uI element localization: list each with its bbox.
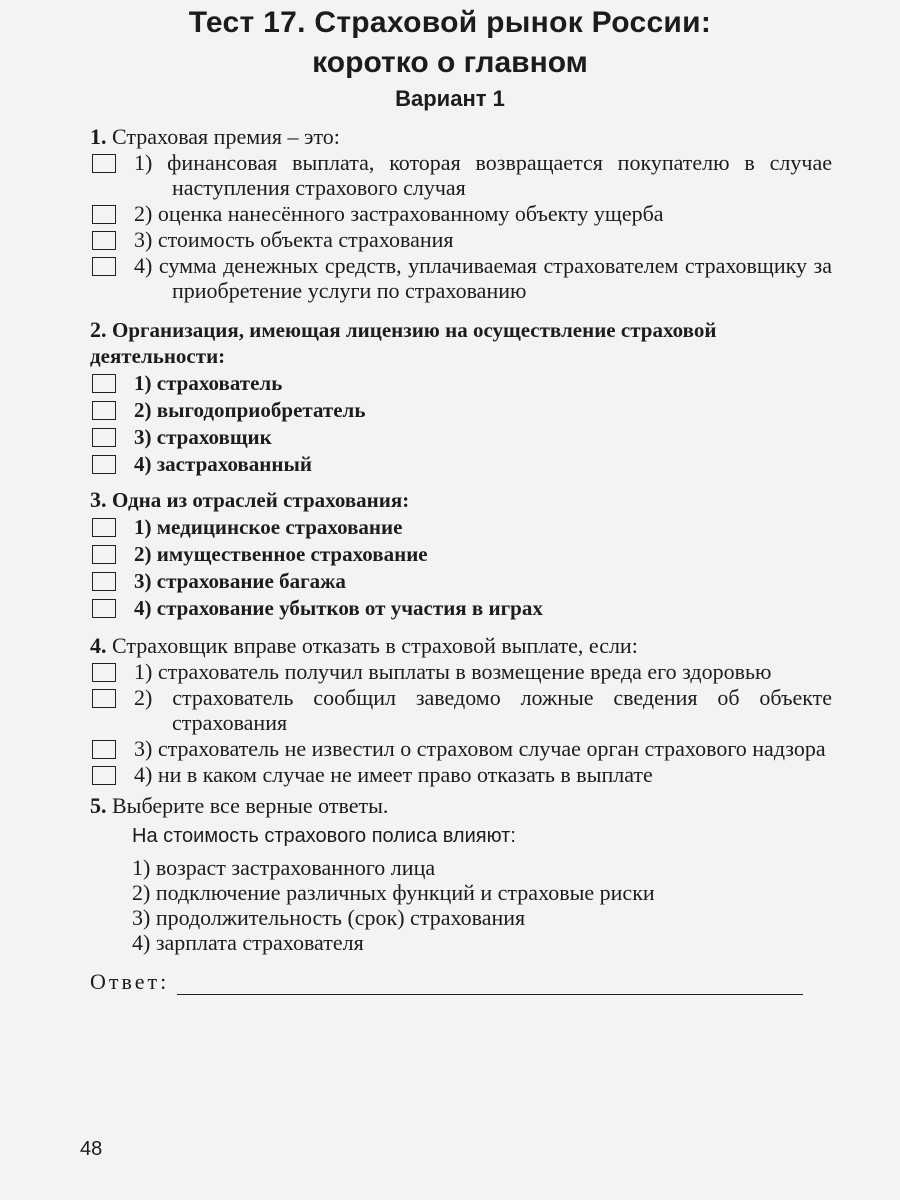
- answer-option-text: 3) страхование багажа: [134, 569, 346, 593]
- answer-checkbox[interactable]: [92, 374, 116, 393]
- question-2: [90, 317, 832, 477]
- test-title: Тест 17. Страховой рынок России:: [188, 6, 712, 39]
- question-number: 4.: [90, 633, 107, 658]
- question-text: Организация, имеющая лицензию на осуществление страховой деятельности:: [90, 318, 717, 368]
- answer-option-text: 1) медицинское страхование: [134, 515, 403, 539]
- answer-checkbox[interactable]: [92, 766, 116, 785]
- answer-option-text: 4) застрахованный: [134, 452, 312, 476]
- answer-checkbox[interactable]: [92, 401, 116, 420]
- answer-option: [90, 541, 832, 567]
- answer-checkbox[interactable]: [92, 455, 116, 474]
- test-content: [90, 120, 832, 995]
- answer-option: [90, 595, 832, 621]
- answer-option: [90, 150, 832, 200]
- answer-checkbox[interactable]: [92, 663, 116, 682]
- answer-option-text: 2) оценка нанесённого застрахованному объекту ущерба: [134, 201, 664, 226]
- test-subtitle: коротко о главном: [312, 46, 588, 79]
- answer-checkbox[interactable]: [92, 599, 116, 618]
- answer-option-text: 3) страхователь не известил о страховом случае орган страхового надзора: [134, 736, 826, 761]
- variant-heading: Вариант 1: [395, 86, 505, 111]
- question-text: Выберите все верные ответы.: [112, 793, 389, 818]
- answer-option: [90, 685, 832, 735]
- page-number: 48: [80, 1138, 103, 1160]
- answer-option: [90, 762, 832, 787]
- answer-checkbox[interactable]: [92, 689, 116, 708]
- option: 2) подключение различных функций и страховые риски: [132, 880, 655, 905]
- answer-checkbox[interactable]: [92, 205, 116, 224]
- answer-checkbox[interactable]: [92, 428, 116, 447]
- answer-checkbox[interactable]: [92, 545, 116, 564]
- option: 1) возраст застрахованного лица: [132, 855, 436, 880]
- question-4: [90, 633, 832, 787]
- answer-option-text: 2) имущественное страхование: [134, 542, 428, 566]
- answer-option: [90, 253, 832, 303]
- answer-option: [90, 397, 832, 423]
- answer-option-text: 1) страхователь получил выплаты в возмещение вреда его здоровью: [134, 659, 772, 684]
- answer-option-text: 4) ни в каком случае не имеет право отказать в выплате: [134, 762, 653, 787]
- answer-checkbox[interactable]: [92, 518, 116, 537]
- answer-option: [90, 227, 832, 252]
- question-5: [90, 793, 832, 995]
- question-number: 5.: [90, 793, 107, 818]
- answer-option-text: 2) выгодоприобретатель: [134, 398, 366, 422]
- answer-option-text: 4) страхование убытков от участия в играх: [134, 596, 543, 620]
- answer-option-text: 3) стоимость объекта страхования: [134, 227, 454, 252]
- answer-option: [90, 451, 832, 477]
- answer-option-text: 1) страхователь: [134, 371, 283, 395]
- answer-option: [90, 659, 832, 684]
- answer-option: [90, 568, 832, 594]
- answer-input-line[interactable]: [177, 969, 803, 995]
- answer-option-text: 1) финансовая выплата, которая возвращается покупателю в случае наступления страхового случая: [134, 150, 832, 200]
- answer-row: [90, 969, 832, 995]
- question-3: [90, 487, 832, 621]
- question-text: Страховая премия – это:: [112, 124, 340, 149]
- option: 4) зарплата страхователя: [132, 930, 364, 955]
- answer-option-text: 3) страховщик: [134, 425, 272, 449]
- answer-checkbox[interactable]: [92, 572, 116, 591]
- question-number: 1.: [90, 124, 107, 149]
- answer-option-text: 2) страхователь сообщил заведомо ложные сведения об объекте страхования: [134, 685, 832, 735]
- answer-checkbox[interactable]: [92, 257, 116, 276]
- answer-option: [90, 514, 832, 540]
- answer-option-text: 4) сумма денежных средств, уплачиваемая страхователем страховщику за приобретение услуги по страхованию: [134, 253, 832, 303]
- question-text: Одна из отраслей страхования:: [112, 488, 410, 512]
- question-number: 2.: [90, 317, 107, 342]
- answer-option: [90, 201, 832, 226]
- answer-checkbox[interactable]: [92, 154, 116, 173]
- answer-label: Ответ:: [90, 969, 170, 994]
- answer-checkbox[interactable]: [92, 231, 116, 250]
- answer-option: [90, 370, 832, 396]
- question-text: Страховщик вправе отказать в страховой выплате, если:: [112, 633, 638, 658]
- question-number: 3.: [90, 487, 107, 512]
- answer-checkbox[interactable]: [92, 740, 116, 759]
- question-1: [90, 124, 832, 303]
- option: 3) продолжительность (срок) страхования: [132, 905, 526, 930]
- question-subtitle: На стоимость страхового полиса влияют:: [132, 825, 516, 847]
- answer-option: [90, 736, 832, 761]
- answer-option: [90, 424, 832, 450]
